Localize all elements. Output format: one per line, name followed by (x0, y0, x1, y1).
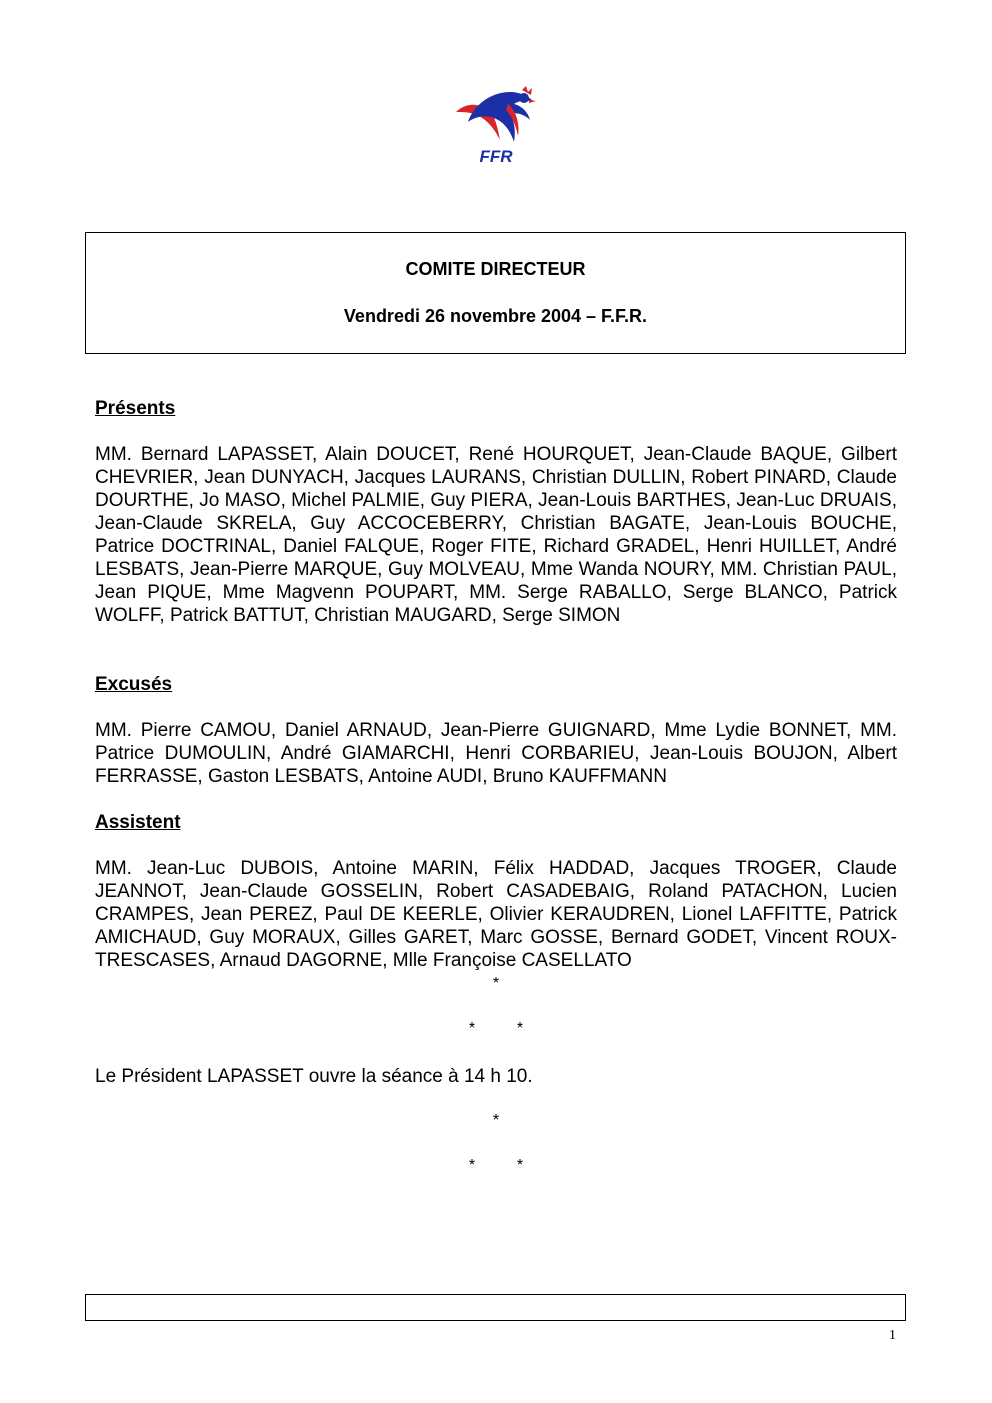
svg-text:FFR: FFR (479, 147, 513, 166)
separator-star: * (468, 1020, 476, 1037)
separator-star: * (492, 1112, 500, 1129)
presents-list: MM. Bernard LAPASSET, Alain DOUCET, René HOURQUET, Jean-Claude BAQUE, Gilbert CHEVRIER, Jean DUNYACH, Jacques LAURANS, Christian DULLIN, Robert PINARD, Claude DOURTHE, Jo MASO, Michel PALMIE, Guy PIERA, Jean-Louis BARTHES, Jean-Luc DRUAIS, Jean-Claude SKRELA, Guy ACCOCEBERRY, Christian BAGATE, Jean-Louis BOUCHE, Patrice DOCTRINAL, Daniel FALQUE, Roger FITE, Richard GRADEL, Henri HUILLET, André LESBATS, Jean-Pierre MARQUE, Guy MOLVEAU, Mme Wanda NOURY, MM. Christian PAUL, Jean PIQUE, Mme Magvenn POUPART, MM. Serge RABALLO, Serge BLANCO, Patrick WOLFF, Patrick BATTUT, Christian MAUGARD, Serge SIMON (95, 444, 897, 626)
page-number: 1 (889, 1328, 896, 1343)
separator-star: * (516, 1157, 524, 1174)
title-box (85, 232, 906, 354)
footer-box (85, 1294, 906, 1321)
excuses-heading: Excusés (95, 674, 173, 695)
excuses-list: MM. Pierre CAMOU, Daniel ARNAUD, Jean-Pierre GUIGNARD, Mme Lydie BONNET, MM. Patrice DUMOULIN, André GIAMARCHI, Henri CORBARIEU, Jean-Louis BOUJON, Albert FERRASSE, Gaston LESBATS, Antoine AUDI, Bruno KAUFFMANN (95, 720, 897, 787)
separator-star: * (492, 975, 500, 992)
opening-sentence: Le Président LAPASSET ouvre la séance à 14 h 10. (95, 1066, 533, 1087)
ffr-rooster-logo-icon (448, 84, 544, 168)
document-subtitle: Vendredi 26 novembre 2004 – F.F.R. (343, 306, 648, 326)
ffr-logo (448, 84, 544, 168)
document-title: COMITE DIRECTEUR (405, 259, 586, 279)
separator-star: * (516, 1020, 524, 1037)
assistent-heading: Assistent (95, 812, 181, 833)
presents-heading: Présents (95, 398, 176, 419)
separator-star: * (468, 1157, 476, 1174)
assistent-list: MM. Jean-Luc DUBOIS, Antoine MARIN, Félix HADDAD, Jacques TROGER, Claude JEANNOT, Jean-Claude GOSSELIN, Robert CASADEBAIG, Roland PATACHON, Lucien CRAMPES, Jean PEREZ, Paul DE KEERLE, Olivier KERAUDREN, Lionel LAFFITTE, Patrick AMICHAUD, Guy MORAUX, Gilles GARET, Marc GOSSE, Bernard GODET, Vincent ROUX-TRESCASES, Arnaud DAGORNE, Mlle Françoise CASELLATO (95, 858, 897, 971)
